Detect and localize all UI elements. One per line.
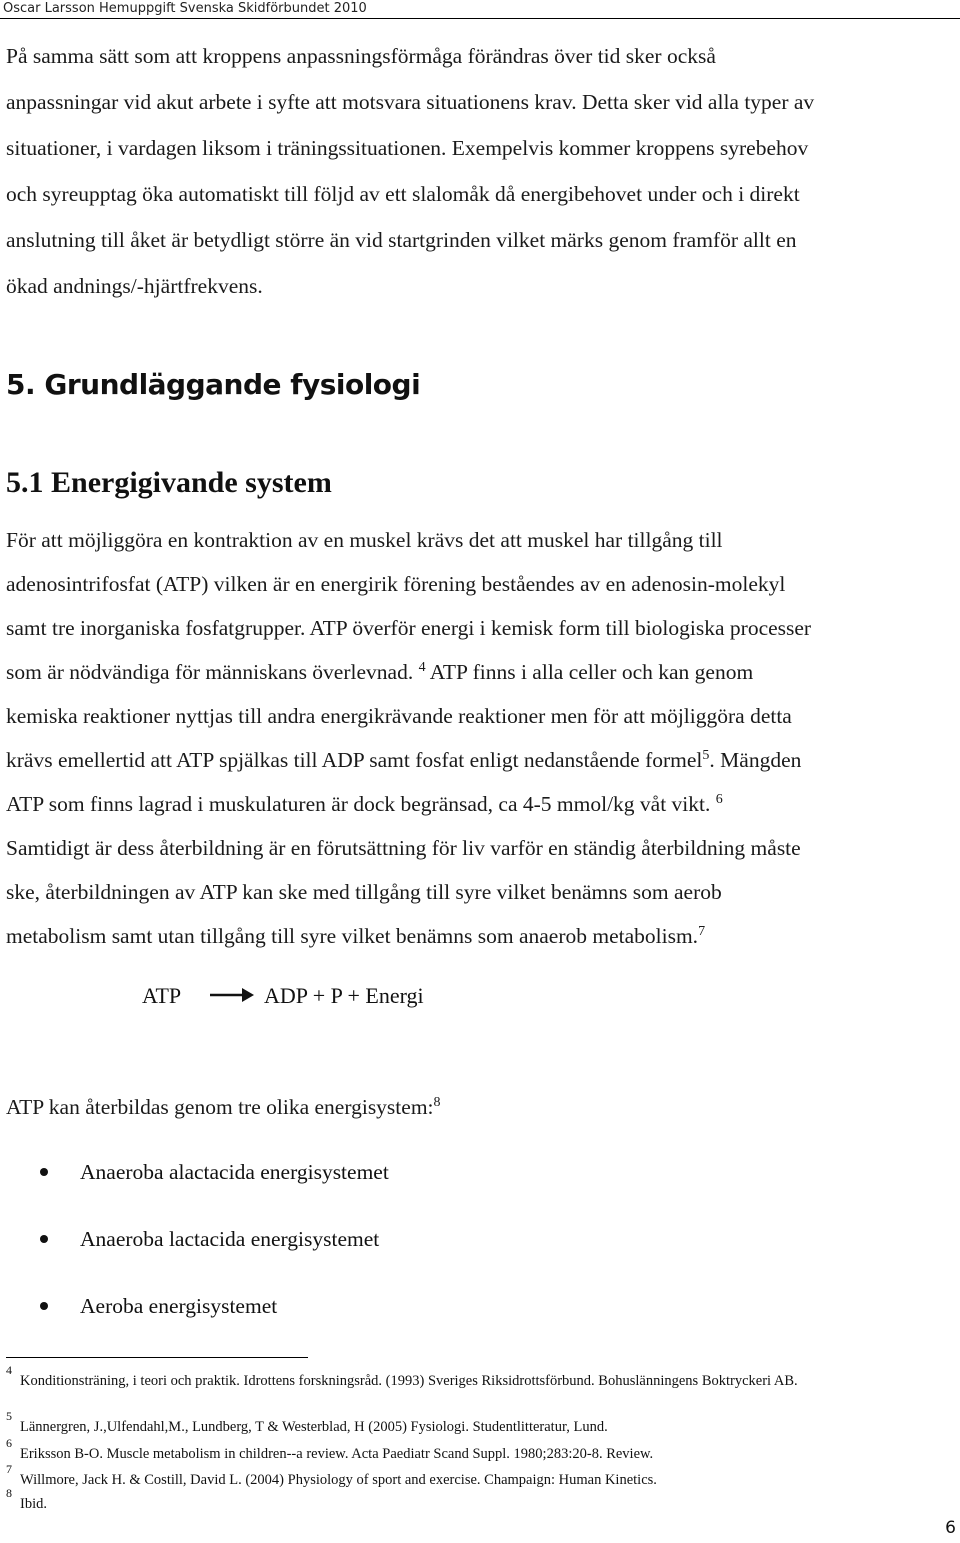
- header-text: Oscar Larsson Hemuppgift Svenska Skidförbundet 2010: [3, 1, 367, 16]
- footnote-number: 7: [6, 1462, 12, 1476]
- list-item: [0, 1219, 960, 1286]
- intro-line: anpassningar vid akut arbete i syfte att motsvara situationens krav. Detta sker vid alla typer av: [6, 90, 815, 114]
- list-item-text: Anaeroba alactacida energisystemet: [80, 1160, 389, 1184]
- footnote-text: Willmore, Jack H. & Costill, David L. (2004) Physiology of sport and exercise. Champaign: Human Kinetics.: [20, 1472, 657, 1488]
- intro-line: och syreupptag öka automatiskt till följd av ett slalomåk då energibehovet under och i direkt: [6, 182, 800, 206]
- body-line: [6, 914, 956, 958]
- bullet-icon: [40, 1235, 48, 1243]
- intro-line: På samma sätt som att kroppens anpassningsförmåga förändras över tid sker också: [6, 44, 716, 68]
- page-header: [0, 0, 960, 19]
- body-text: krävs emellertid att ATP spjälkas till ADP samt fosfat enligt nedanstående formel: [6, 748, 703, 772]
- body-line: adenosintrifosfat (ATP) vilken är en energirik förening beståendes av en adenosin-molekyl: [6, 572, 786, 596]
- body-text: ATP finns i alla celler och kan genom: [425, 660, 754, 684]
- list-item-text: Anaeroba lactacida energisystemet: [80, 1227, 380, 1251]
- page-number: 6: [945, 1518, 956, 1538]
- footnote-number: 8: [6, 1486, 12, 1500]
- section-heading: 5. Grundläggande fysiologi: [6, 368, 421, 401]
- bullet-icon: [40, 1168, 48, 1176]
- footnote-divider: [6, 1357, 308, 1358]
- footnote-ref: 7: [698, 924, 706, 939]
- body-text: ATP kan återbildas genom tre olika energisystem:: [6, 1095, 434, 1119]
- footnote-ref: 5: [702, 748, 710, 763]
- subsection-heading: 5.1 Energigivande system: [6, 466, 332, 499]
- intro-line: ökad andnings/-hjärtfrekvens.: [6, 274, 263, 298]
- formula-right: ADP + P + Energi: [264, 983, 424, 1008]
- body-line: För att möjliggöra en kontraktion av en muskel krävs det att muskel har tillgång till: [6, 528, 723, 552]
- footnote-number: 4: [6, 1363, 12, 1377]
- header-divider: [0, 18, 960, 19]
- right-arrow-icon: [208, 981, 256, 1005]
- footnote-text: Lännergren, J.,Ulfendahl,M., Lundberg, T & Westerblad, H (2005) Fysiologi. Studentlitteratur, Lund.: [20, 1419, 608, 1435]
- footnote-ref: 6: [715, 792, 723, 807]
- body-text: . Mängden: [709, 748, 802, 772]
- energy-systems-list: [0, 1152, 960, 1353]
- body-text: som är nödvändiga för människans överlevnad.: [6, 660, 419, 684]
- bullet-icon: [40, 1302, 48, 1310]
- list-item: [0, 1286, 960, 1353]
- energy-systems-intro: [6, 1085, 956, 1129]
- intro-paragraph: [6, 33, 956, 309]
- body-line: ske, återbildningen av ATP kan ske med tillgång till syre vilket benämns som aerob: [6, 880, 722, 904]
- body-line: [6, 782, 956, 826]
- formula-left: ATP: [142, 983, 182, 1008]
- body-paragraph: [6, 518, 956, 958]
- body-line: Samtidigt är dess återbildning är en förutsättning för liv varför en ständig återbildning måste: [6, 836, 801, 860]
- body-line: kemiska reaktioner nyttjas till andra energikrävande reaktioner men för att möjliggöra detta: [6, 704, 792, 728]
- footnote-ref: 8: [433, 1095, 441, 1110]
- list-item-text: Aeroba energisystemet: [80, 1294, 278, 1318]
- body-line: [6, 1085, 956, 1129]
- body-text: metabolism samt utan tillgång till syre vilket benämns som anaerob metabolism.: [6, 924, 699, 948]
- footnote-number: 6: [6, 1436, 12, 1450]
- footnote-text: Konditionsträning, i teori och praktik. Idrottens forskningsråd. (1993) Sveriges Riksidrottsförbund. Bohuslänningens Boktryckeri AB.: [20, 1373, 798, 1389]
- intro-line: anslutning till åket är betydligt större än vid startgrinden vilket märks genom framför allt en: [6, 228, 797, 252]
- body-line: samt tre inorganiska fosfatgrupper. ATP överför energi i kemisk form till biologiska processer: [6, 616, 812, 640]
- list-item: [0, 1152, 960, 1219]
- footnote-text: Eriksson B-O. Muscle metabolism in children--a review. Acta Paediatr Scand Suppl. 1980;283:20-8. Review.: [20, 1446, 654, 1462]
- atp-formula: [0, 981, 960, 1015]
- footnote-ref: 4: [418, 660, 426, 675]
- footnote-number: 5: [6, 1409, 12, 1423]
- footnote-text: Ibid.: [20, 1496, 47, 1512]
- body-text: ATP som finns lagrad i muskulaturen är dock begränsad, ca 4-5 mmol/kg våt vikt.: [6, 792, 716, 816]
- body-line: [6, 738, 956, 782]
- body-line: [6, 650, 956, 694]
- intro-line: situationer, i vardagen liksom i träningssituationen. Exempelvis kommer kroppens syrebehov: [6, 136, 809, 160]
